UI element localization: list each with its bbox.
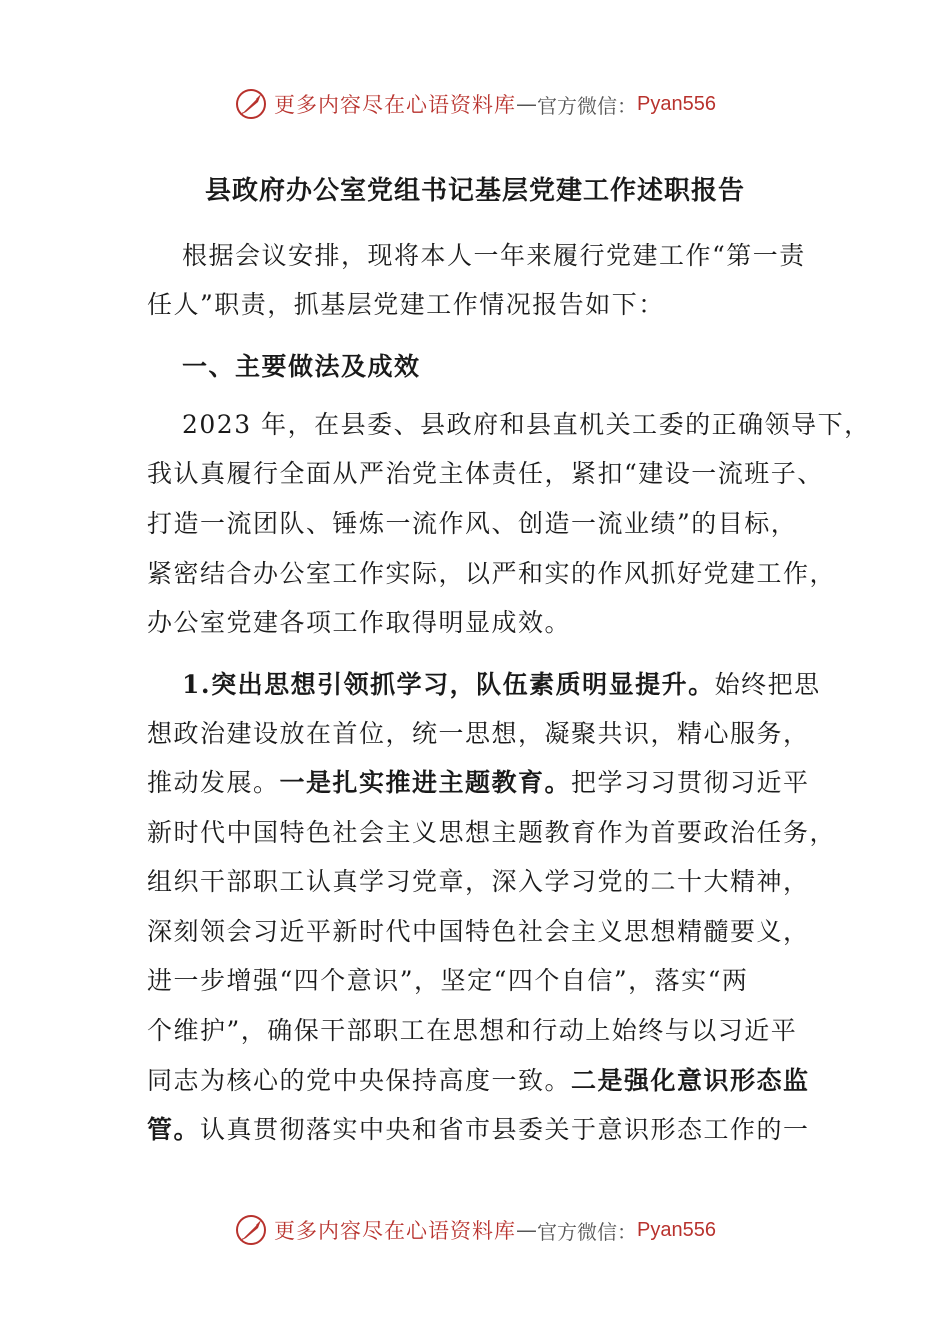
text-span: 把学习习贯彻习近平 <box>571 768 810 797</box>
paragraph-line: 办公室党建各项工作取得明显成效。 <box>147 608 572 637</box>
paragraph-line: 个维护”，确保干部职工在思想和行动上始终与以习近平 <box>147 1016 798 1045</box>
paragraph-line: 打造一流团队、锤炼一流作风、创造一流业绩”的目标， <box>147 509 798 538</box>
banner-wechat-id: Pyan556 <box>637 1218 716 1241</box>
paragraph-line <box>147 1112 810 1148</box>
item-text: 始终把思 <box>714 670 821 699</box>
intro-line: 任人”职责，抓基层党建工作情况报告如下： <box>147 290 665 319</box>
footer-banner <box>0 1212 950 1248</box>
paragraph-line: 新时代中国特色社会主义思想主题教育作为首要政治任务， <box>147 818 837 847</box>
paragraph-line: 进一步增强“四个意识”，坚定“四个自信”，落实“两 <box>147 966 749 995</box>
header-banner <box>0 86 950 122</box>
banner-brand: 更多内容尽在心语资料库 <box>274 93 517 117</box>
banner-wechat-label: 官方微信： <box>537 93 638 118</box>
quill-logo-icon <box>234 87 268 121</box>
text-span: 认真贯彻落实中央和省市县委关于意识形态工作的一 <box>200 1115 810 1144</box>
paragraph-line: 2023 年，在县委、县政府和县直机关工委的正确领导下， <box>182 410 871 439</box>
paragraph-line: 组织干部职工认真学习党章，深入学习党的二十大精神， <box>147 867 810 896</box>
item-bold-title: 1.突出思想引领抓学习，队伍素质明显提升。 <box>182 670 715 699</box>
banner-dash: — <box>516 92 538 116</box>
bold-span: 一是扎实推进主题教育。 <box>279 768 572 797</box>
banner-wechat-label: 官方微信： <box>537 1219 638 1244</box>
section-heading: 一、主要做法及成效 <box>182 352 421 381</box>
banner-dash: — <box>516 1218 538 1242</box>
item-heading-line <box>182 667 821 703</box>
quill-logo-icon <box>234 1213 268 1247</box>
document-title: 县政府办公室党组书记基层党建工作述职报告 <box>204 176 745 206</box>
banner-wechat-id: Pyan556 <box>637 92 716 115</box>
bold-span: 管。 <box>147 1115 201 1144</box>
bold-span: 二是强化意识形态监 <box>571 1066 810 1095</box>
paragraph-line <box>147 1063 810 1099</box>
paragraph-line: 深刻领会习近平新时代中国特色社会主义思想精髓要义， <box>147 917 810 946</box>
paragraph-line: 紧密结合办公室工作实际，以严和实的作风抓好党建工作， <box>147 559 837 588</box>
text-span: 推动发展。 <box>147 768 280 797</box>
banner-brand: 更多内容尽在心语资料库 <box>274 1219 517 1243</box>
paragraph-line <box>147 765 810 801</box>
text-span: 同志为核心的党中央保持高度一致。 <box>147 1066 572 1095</box>
intro-line: 根据会议安排，现将本人一年来履行党建工作“第一责 <box>182 241 806 270</box>
paragraph-line: 想政治建设放在首位，统一思想，凝聚共识，精心服务， <box>147 719 810 748</box>
paragraph-line: 我认真履行全面从严治党主体责任，紧扣“建设一流班子、 <box>147 459 824 488</box>
